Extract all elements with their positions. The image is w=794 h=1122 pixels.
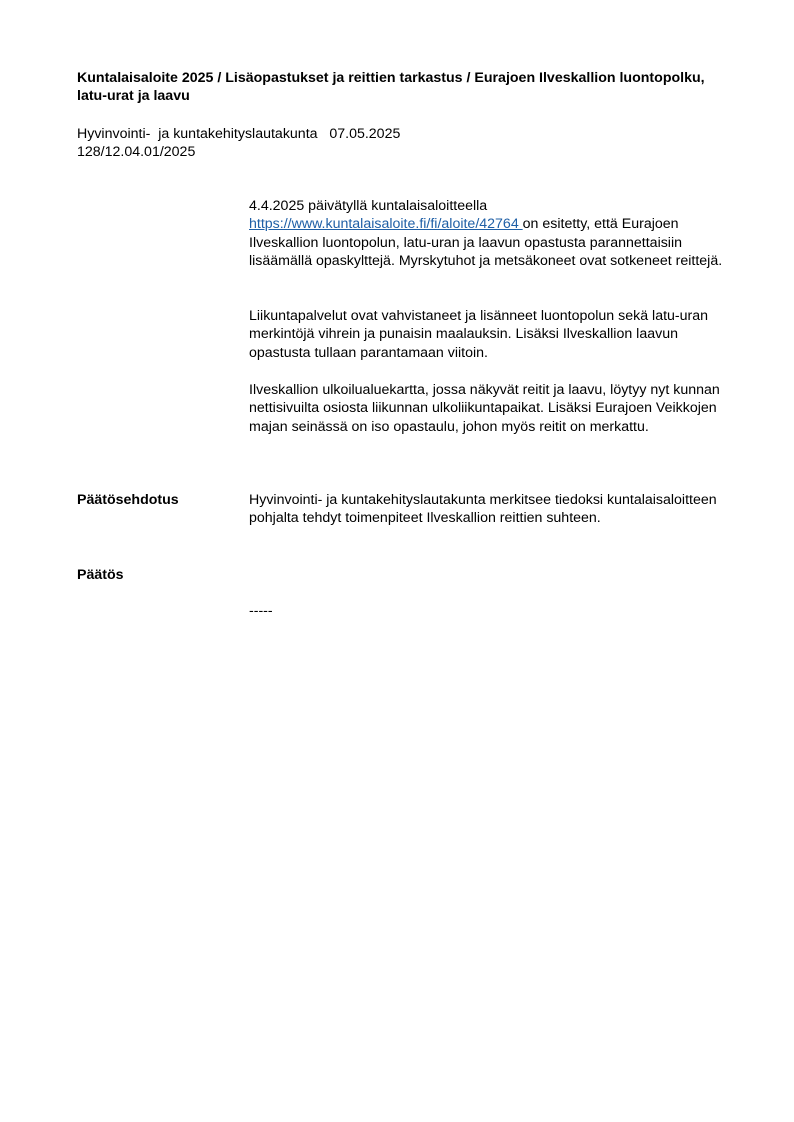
paragraph-map-text: Ilveskallion ulkoilualuekartta, jossa näkyvät reitit ja laavu, löytyy nyt kunnan nettisivuilta osiosta liikunnan ulkoliikuntapaikat. Lisäksi Eurajoen Veikkojen majan seinässä on iso opastaulu, johon myös reitit on merkattu. xyxy=(249,382,720,435)
paragraph-map xyxy=(249,381,739,436)
intro-text-before-link: 4.4.2025 päivätyllä kuntalaisaloitteella xyxy=(249,198,488,214)
intro-paragraph xyxy=(249,197,739,271)
reference-number: 128/12.04.01/2025 xyxy=(77,144,196,161)
paragraph-markings-text: Liikuntapalvelut ovat vahvistaneet ja lisänneet luontopolun sekä latu-uran merkintöjä vihrein ja punaisin maalauksin. Lisäksi Ilveskallion laavun opastusta tullaan parantamaan viitoin. xyxy=(249,308,709,361)
intro-text-after-link: on esitetty, että Eurajoen Ilveskallion luontopolun, latu-uran ja laavun opastusta parannettaisiin lisäämällä opaskylttejä. Myrskytuhot ja metsäkoneet ovat sotkeneet reittejä. xyxy=(249,216,723,270)
decision-text: ----- xyxy=(249,603,273,619)
committee-date-line: Hyvinvointi- ja kuntakehityslautakunta 07.05.2025 xyxy=(77,126,401,142)
document-title: Kuntalaisaloite 2025 / Lisäopastukset ja reittien tarkastus / Eurajoen Ilveskallion luontopolku, latu-urat ja laavu xyxy=(77,70,705,105)
meeting-info xyxy=(77,125,717,162)
proposal-section xyxy=(249,491,739,528)
decision-label: Päätös xyxy=(77,567,124,583)
initiative-link[interactable]: https://www.kuntalaisaloite.fi/fi/aloite/42764 xyxy=(249,216,523,233)
proposal-label: Päätösehdotus xyxy=(77,492,179,508)
paragraph-markings xyxy=(249,307,739,362)
decision-section xyxy=(249,602,739,620)
proposal-text: Hyvinvointi- ja kuntakehityslautakunta merkitsee tiedoksi kuntalaisaloitteen pohjalta tehdyt toimenpiteet Ilveskallion reittien suhteen. xyxy=(249,492,717,527)
